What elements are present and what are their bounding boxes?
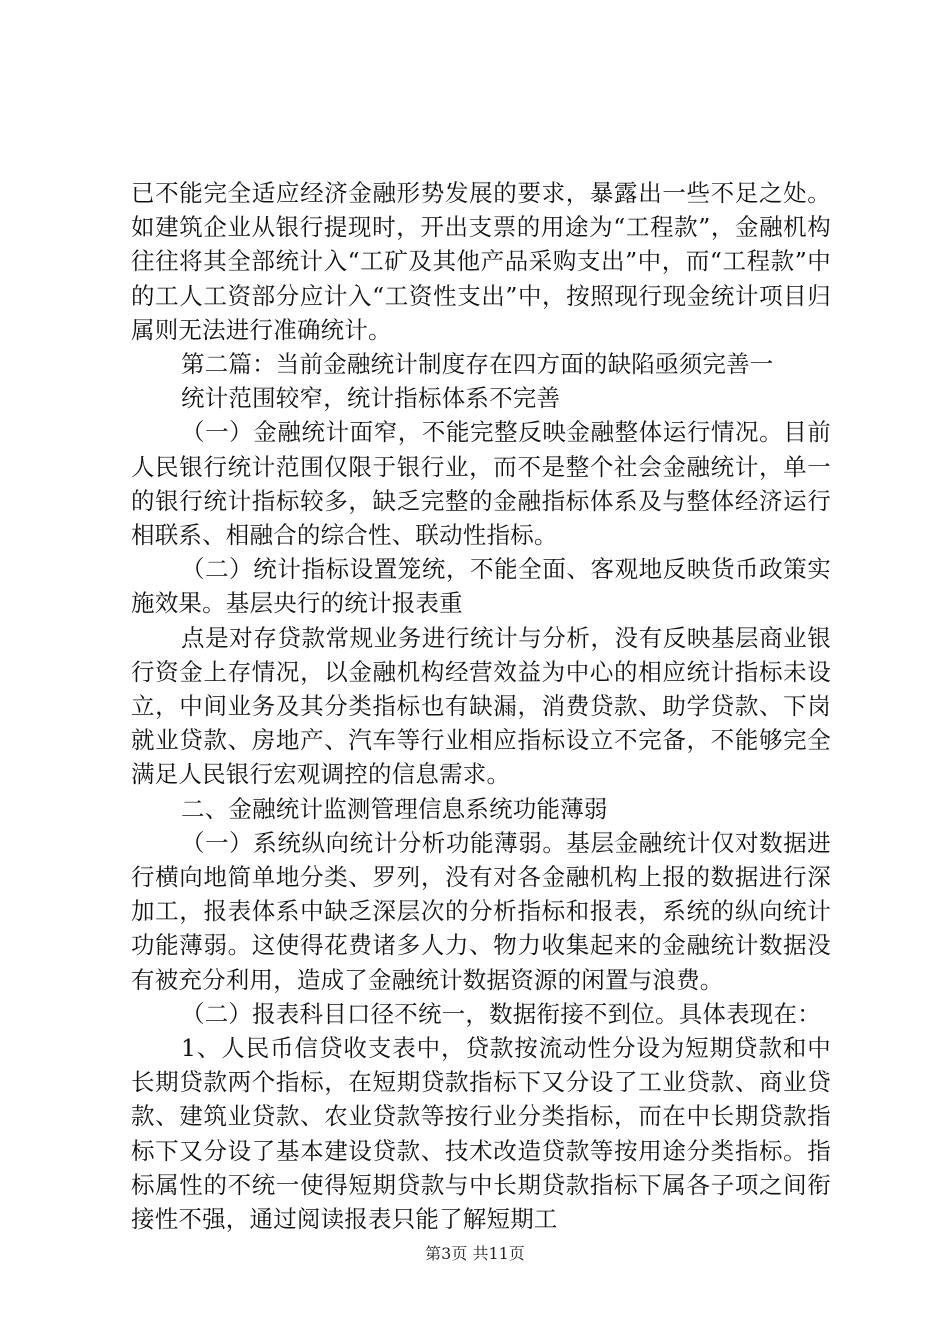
paragraph-item-1-2-continued: 点是对存贷款常规业务进行统计与分析，没有反映基层商业银行资金上存情况，以金融机构经营效益为中心的相应统计指标未设立，中间业务及其分类指标也有缺漏，消费贷款、助学贷款、下岗就业贷款、房地产、汽车等行业相应指标设立不完备，不能够完全满足人民银行宏观调控的信息需求。 xyxy=(131,623,831,789)
page-number-footer: 第3页 共11页 xyxy=(425,1244,525,1263)
paragraph-continuation: 已不能完全适应经济金融形势发展的要求，暴露出一些不足之处。如建筑企业从银行提现时，开出支票的用途为“工程款”，金融机构往往将其全部统计入“工矿及其他产品采购支出”中，而“工程款”中的工人工资部分应计入“工资性支出”中，按照现行现金统计项目归属则无法进行准确统计。 xyxy=(131,179,831,344)
paragraph-item-1-1: （一）金融统计面窄，不能完整反映金融整体运行情况。目前人民银行统计范围仅限于银行业，而不是整个社会金融统计，单一的银行统计指标较多，缺乏完整的金融指标体系及与整体经济运行相联系、相融合的综合性、联动性指标。 xyxy=(131,418,831,550)
paragraph-item-2-2-point-1: 1、人民币信贷收支表中，贷款按流动性分设为短期贷款和中长期贷款两个指标，在短期贷款指标下又分设了工业贷款、商业贷款、建筑业贷款、农业贷款等按行业分类指标，而在中长期贷款指标下又分设了基本建设贷款、技术改造贷款等按用途分类指标。指标属性的不统一使得短期贷款与中长期贷款指标下属各子项之间衔接性不强，通过阅读报表只能了解短期工 xyxy=(131,1034,831,1234)
paragraph-chapter-heading: 第二篇：当前金融统计制度存在四方面的缺陷亟须完善一 xyxy=(181,350,774,379)
paragraph-item-2-1: （一）系统纵向统计分析功能薄弱。基层金融统计仅对数据进行横向地简单地分类、罗列，没有对各金融机构上报的数据进行深加工，报表体系中缺乏深层次的分析指标和报表，系统的纵向统计功能薄弱。这使得花费诸多人力、物力收集起来的金融统计数据没有被充分利用，造成了金融统计数据资源的闲置与浪费。 xyxy=(131,828,831,994)
paragraph-section-one-heading: 统计范围较窄，统计指标体系不完善 xyxy=(181,384,561,413)
paragraph-section-two-heading: 二、金融统计监测管理信息系统功能薄弱 xyxy=(181,794,608,823)
paragraph-item-2-2: （二）报表科目口径不统一，数据衔接不到位。具体表现在： xyxy=(181,999,821,1028)
document-body xyxy=(131,176,831,1236)
paragraph-item-1-2: （二）统计指标设置笼统，不能全面、客观地反映货币政策实施效果。基层央行的统计报表重 xyxy=(131,555,831,618)
